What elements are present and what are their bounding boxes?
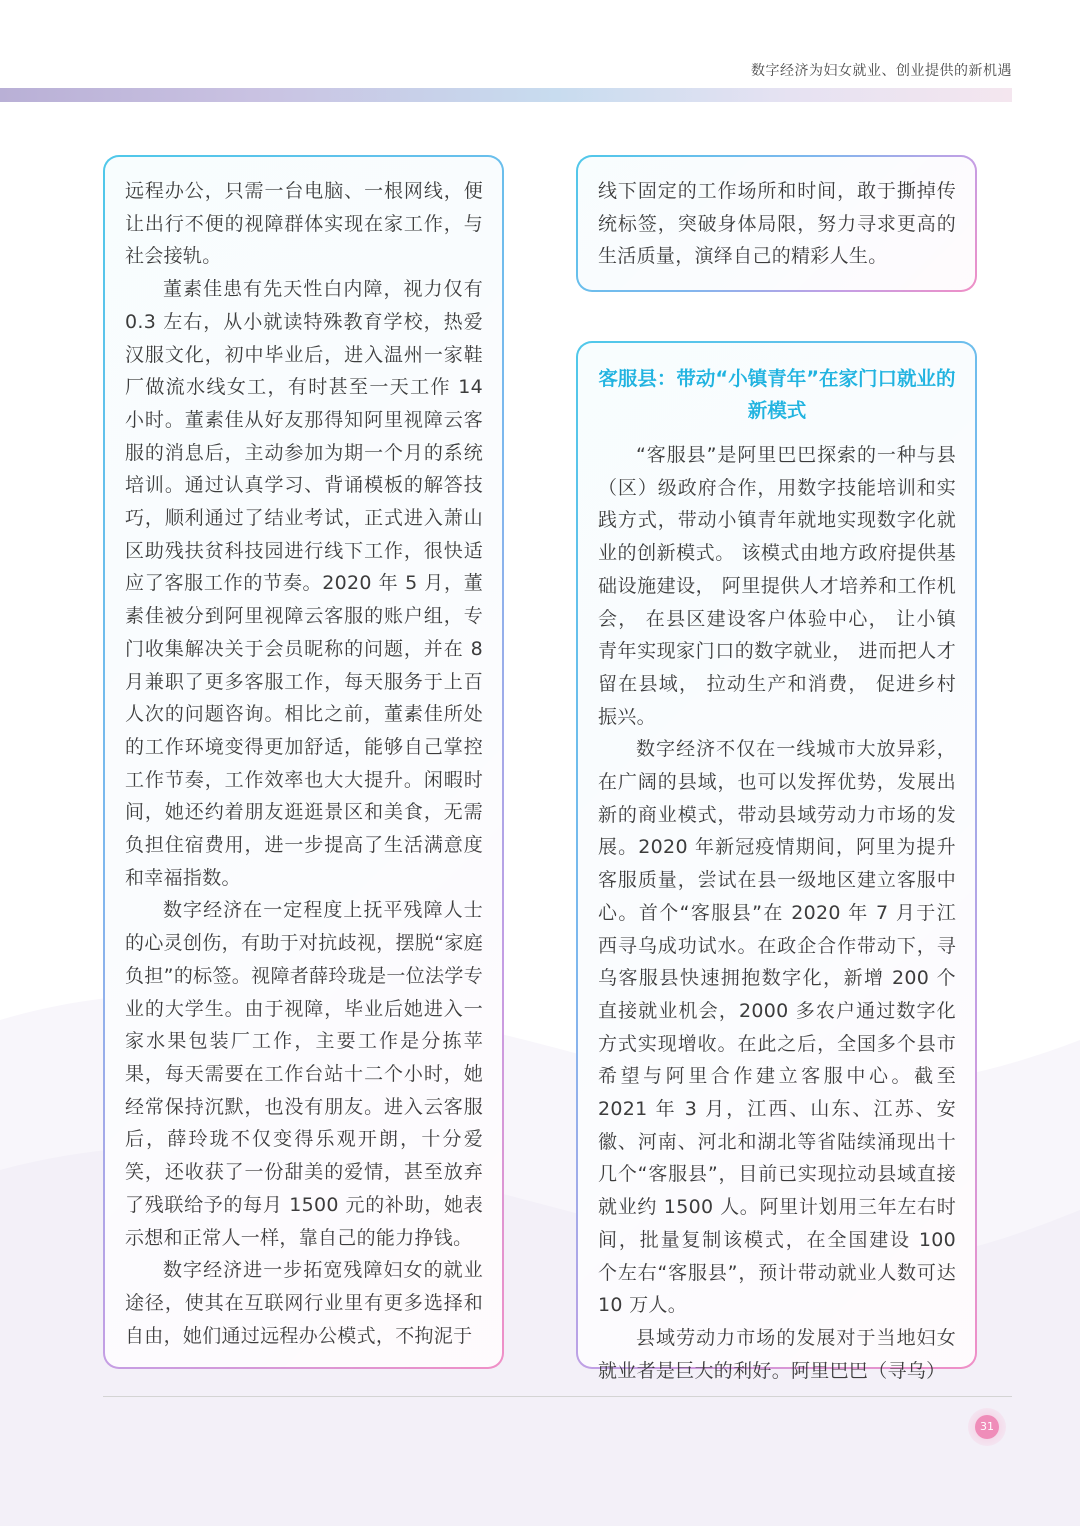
page-number-badge bbox=[968, 1408, 1006, 1446]
page-number: 31 bbox=[975, 1415, 999, 1439]
left-paragraph-2: 董素佳患有先天性白内障，视力仅有0.3 左右，从小就读特殊教育学校，热爱汉服文化，初中毕业后，进入温州一家鞋厂做流水线女工，有时甚至一天工作 14 小时。董素佳从好友那得知阿里视障云客服的消息后，主动参加为期一个月的系统培训。通过认真学习、背诵模板的解答技巧，顺利通过了结业考试，正式进入萧山区助残扶贫科技园进行线下工作，很快适应了客服工作的节奏。2020 年 5 月，董素佳被分到阿里视障云客服的账户组，专门收集解决关于会员昵称的问题，并在 8 月兼职了更多客服工作，每天服务于上百人次的问题咨询。相比之前，董素佳所处的工作环境变得更加舒适，能够自己掌控工作节奏，工作效率也大大提升。闲暇时间，她还约着朋友逛逛景区和美食，无需负担住宿费用，进一步提高了生活满意度和幸福指数。 bbox=[125, 278, 483, 889]
right-paragraph-3: 县域劳动力市场的发展对于当地妇女就业者是巨大的利好。阿里巴巴（寻乌） bbox=[598, 1326, 956, 1382]
section-title: 客服县：带动“小镇青年”在家门口就业的新模式 bbox=[598, 367, 956, 422]
header-gradient-bar bbox=[0, 88, 1012, 102]
right-top-text-card bbox=[576, 155, 977, 292]
left-paragraph-4: 数字经济进一步拓宽残障妇女的就业途径，使其在互联网行业里有更多选择和自由，她们通过远程办公模式，不拘泥于 bbox=[125, 1259, 483, 1347]
right-top-paragraph: 线下固定的工作场所和时间，敢于撕掉传统标签，突破身体局限，努力寻求更高的生活质量，演绎自己的精彩人生。 bbox=[598, 180, 956, 268]
left-paragraph-1: 远程办公，只需一台电脑、一根网线，便让出行不便的视障群体实现在家工作，与社会接轨。 bbox=[125, 180, 483, 268]
left-paragraph-3: 数字经济在一定程度上抚平残障人士的心灵创伤，有助于对抗歧视，摆脱“家庭负担”的标签。视障者薛玲珑是一位法学专业的大学生。由于视障，毕业后她进入一家水果包装厂工作，主要工作是分拣苹果，每天需要在工作台站十二个小时，她经常保持沉默，也没有朋友。进入云客服后，薛玲珑不仅变得乐观开朗，十分爱笑，还收获了一份甜美的爱情，甚至放弃了残联给予的每月 1500 元的补助，她表示想和正常人一样，靠自己的能力挣钱。 bbox=[125, 899, 483, 1249]
header-title: 数字经济为妇女就业、创业提供的新机遇 bbox=[751, 63, 1012, 79]
right-paragraph-2: 数字经济不仅在一线城市大放异彩，在广阔的县域，也可以发挥优势，发展出新的商业模式，带动县域劳动力市场的发展。2020 年新冠疫情期间，阿里为提升客服质量，尝试在县一级地区建立客服中心。首个“客服县”在 2020 年 7 月于江西寻乌成功试水。在政企合作带动下，寻乌客服县快速拥抱数字化，新增 200 个直接就业机会，2000 多农户通过数字化方式实现增收。在此之后，全国多个县市希望与阿里合作建立客服中心。截至 2021 年 3 月，江西、山东、江苏、安徽、河南、河北和湖北等省陆续涌现出十几个“客服县”，目前已实现拉动县域直接就业约 1500 人。阿里计划用三年左右时间，批量复制该模式，在全国建设 100 个左右“客服县”，预计带动就业人数可达 10 万人。 bbox=[598, 738, 956, 1317]
footer-divider bbox=[103, 1396, 1012, 1397]
right-paragraph-1: “客服县”是阿里巴巴探索的一种与县（区）级政府合作，用数字技能培训和实践方式，带动小镇青年就地实现数字化就业的创新模式。 该模式由地方政府提供基础设施建设， 阿里提供人才培养和工作机会， 在县区建设客户体验中心， 让小镇青年实现家门口的数字就业， 进而把人才留在县域， 拉动生产和消费， 促进乡村振兴。 bbox=[598, 444, 956, 728]
kefu-county-section-card bbox=[576, 341, 977, 1382]
left-text-card bbox=[103, 155, 504, 1369]
